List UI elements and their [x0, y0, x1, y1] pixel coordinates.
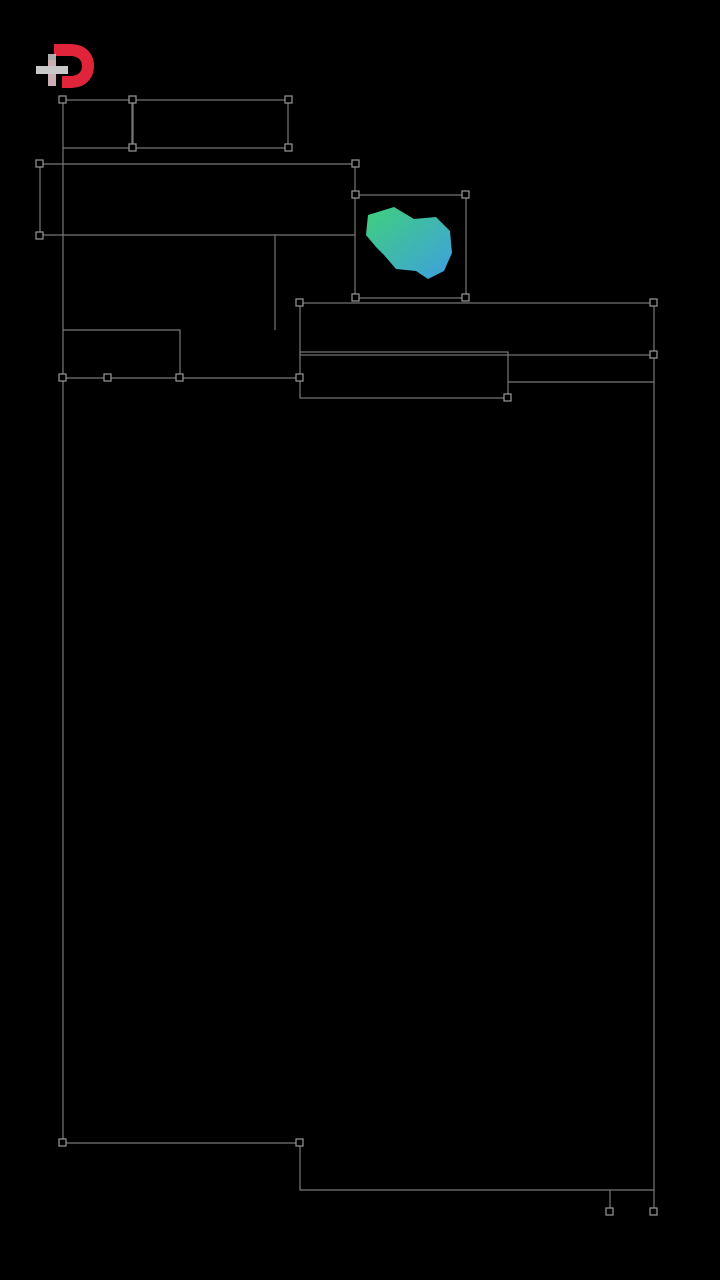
notice-subtitle — [302, 352, 510, 398]
brand-logo-icon — [34, 36, 98, 100]
project-logo-icon — [354, 195, 466, 295]
notice-title — [314, 303, 654, 355]
artist-calligraphy-logo — [40, 140, 360, 370]
